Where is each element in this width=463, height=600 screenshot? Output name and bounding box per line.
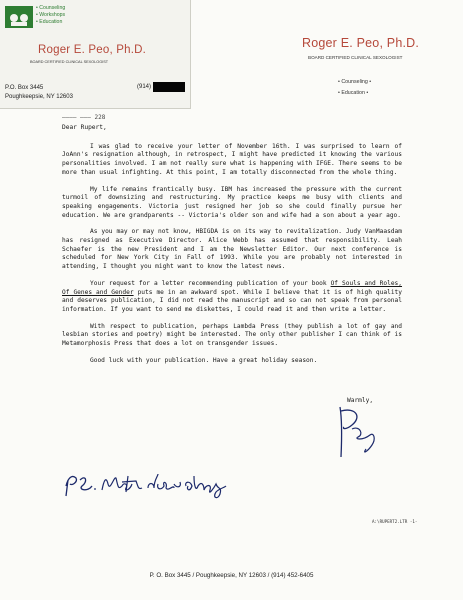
letterhead-services: [338, 77, 371, 99]
closing: Warmly,: [347, 397, 374, 404]
card-subtitle: BOARD CERTIFIED CLINICAL SEXOLOGIST: [30, 60, 109, 64]
card-name: Roger E. Peo, Ph.D.: [38, 44, 146, 56]
redaction-bar: [153, 82, 185, 92]
card-address: [5, 84, 73, 101]
handwritten-postscript: [62, 466, 232, 502]
card-address-line2: Poughkeepsie, NY 12603: [5, 93, 73, 100]
paragraph-6: Good luck with your publication. Have a great holiday season.: [90, 356, 318, 364]
card-services-list: [36, 5, 65, 27]
book-title: Of Souls and Roles, Of Genes and Gender: [62, 279, 403, 296]
letterhead-footer: P. O. Box 3445 / Poughkeepsie, NY 12603 / (914) 452-6405: [149, 572, 314, 579]
paragraph-4-text: Your request for a letter recommending publication of your book: [90, 279, 331, 287]
card-address-line1: P.O. Box 3445: [5, 85, 44, 91]
obscured-text: ———— ——— 228: [62, 114, 106, 121]
paragraph-4: [62, 280, 402, 315]
salutation: Dear Rupert,: [62, 124, 107, 131]
card-service-item: • Counseling: [36, 5, 66, 11]
address-label-card: [0, 0, 191, 109]
card-service-item: • Workshops: [36, 12, 66, 19]
letterhead-service-item: • Counseling •: [338, 79, 372, 85]
card-phone: (914): [137, 84, 152, 90]
signature-icon: [332, 405, 392, 461]
paragraph-5: With respect to publication, perhaps Lambda Press (they publish a lot of gay and lesbian stories and poetry) might be interested. The only other publisher I can think of is Metamorphosis Press that does a lot on transgender issues.: [62, 322, 402, 348]
card-service-item: • Education: [36, 19, 63, 26]
paragraph-3: As you may or may not know, HBIGDA is on its way to revitalization. Judy VanMaasdam has resigned as Executive Director. Alice Webb has assumed that responsibility. Leah Schaefer is the new President and I am the Newsletter Editor. Our next conference is scheduled for New York City in Fall of 1993. While you are probably not interested in attending, I thought you might want to know the latest news.: [62, 228, 402, 271]
obscured-text-line: [62, 108, 132, 121]
letter-body: [62, 124, 402, 373]
letterhead-service-item: • Education •: [338, 90, 369, 96]
paragraph-2: My life remains frantically busy. IBM has increased the pressure with the current turmoil of downsizing and restructuring. My practice keeps me busy with clients and speaking engagements. Victoria just resigned her job so she could finally pursue her education. We are grandparents -- Victoria's older son and wife had a son about a year ago.: [62, 185, 402, 219]
letterhead-subtitle: BOARD CERTIFIED CLINICAL SEXOLOGIST: [308, 55, 403, 60]
logo-icon: [5, 6, 33, 28]
postscript-handwriting-icon: [62, 466, 232, 502]
file-reference: A:\RUPERT2.LTR -1-: [372, 519, 418, 524]
letterhead-name: Roger E. Peo, Ph.D.: [302, 36, 420, 50]
paragraph-4-text-cont: puts me in an awkward spot. While I believe that it is of high quality and deserves publication, I did not read the manuscript and so can not speak from personal information. If you want to send me diskettes, I could read it and then write a letter.: [62, 288, 402, 313]
paragraph-1: I was glad to receive your letter of November 16th. I was surprised to learn of JoAnn's resignation although, in retrospect, I might have predicted it knowing the various personalities involved. I am not really sure what is happening with IFGE. There seems to be more than usual infighting. At this point, I am totally disconnected from the whole thing.: [62, 142, 402, 176]
